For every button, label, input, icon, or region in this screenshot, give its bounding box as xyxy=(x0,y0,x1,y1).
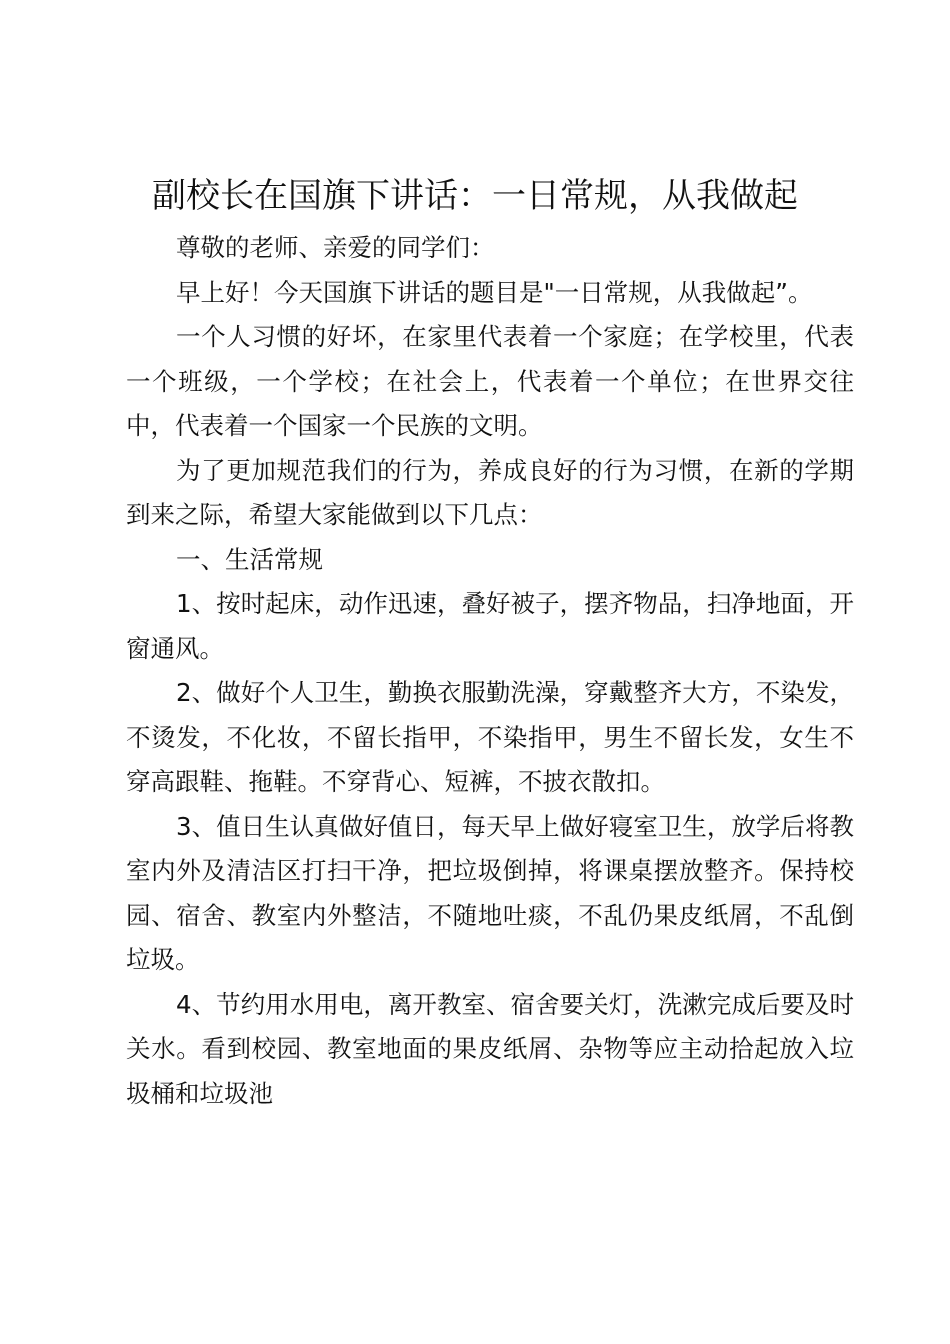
list-item-2: 2、做好个人卫生，勤换衣服勤洗澡，穿戴整齐大方，不染发，不烫发，不化妆，不留长指甲，不染指甲，男生不留长发，女生不穿高跟鞋、拖鞋。不穿背心、短裤，不披衣散扣。 xyxy=(126,678,854,796)
paragraph-habits: 一个人习惯的好坏，在家里代表着一个家庭；在学校里，代表一个班级，一个学校；在社会上，代表着一个单位；在世界交往中，代表着一个国家一个民族的文明。 xyxy=(126,322,854,440)
document-body xyxy=(126,226,854,1116)
document-title: 副校长在国旗下讲话：一日常规，从我做起 xyxy=(152,176,798,216)
paragraph-salutation: 尊敬的老师、亲爱的同学们： xyxy=(176,233,495,262)
list-item-3: 3、值日生认真做好值日，每天早上做好寝室卫生，放学后将教室内外及清洁区打扫干净，把垃圾倒掉，将课桌摆放整齐。保持校园、宿舍、教室内外整洁，不随地吐痰，不乱仍果皮纸屑，不乱倒垃圾。 xyxy=(126,811,854,974)
section-heading-life-routine: 一、生活常规 xyxy=(176,544,323,574)
list-item-4: 4、节约用水用电，离开教室、宿舍要关灯，洗漱完成后要及时关水。看到校园、教室地面的果皮纸屑、杂物等应主动拾起放入垃圾桶和垃圾池 xyxy=(126,989,854,1108)
list-item-1: 1、按时起床，动作迅速，叠好被子，摆齐物品，扫净地面，开窗通风。 xyxy=(126,589,854,663)
paragraph-intro: 为了更加规范我们的行为，养成良好的行为习惯，在新的学期到来之际，希望大家能做到以下几点： xyxy=(126,455,854,529)
paragraph-greeting: 早上好！今天国旗下讲话的题目是"一日常规，从我做起”。 xyxy=(176,277,813,307)
